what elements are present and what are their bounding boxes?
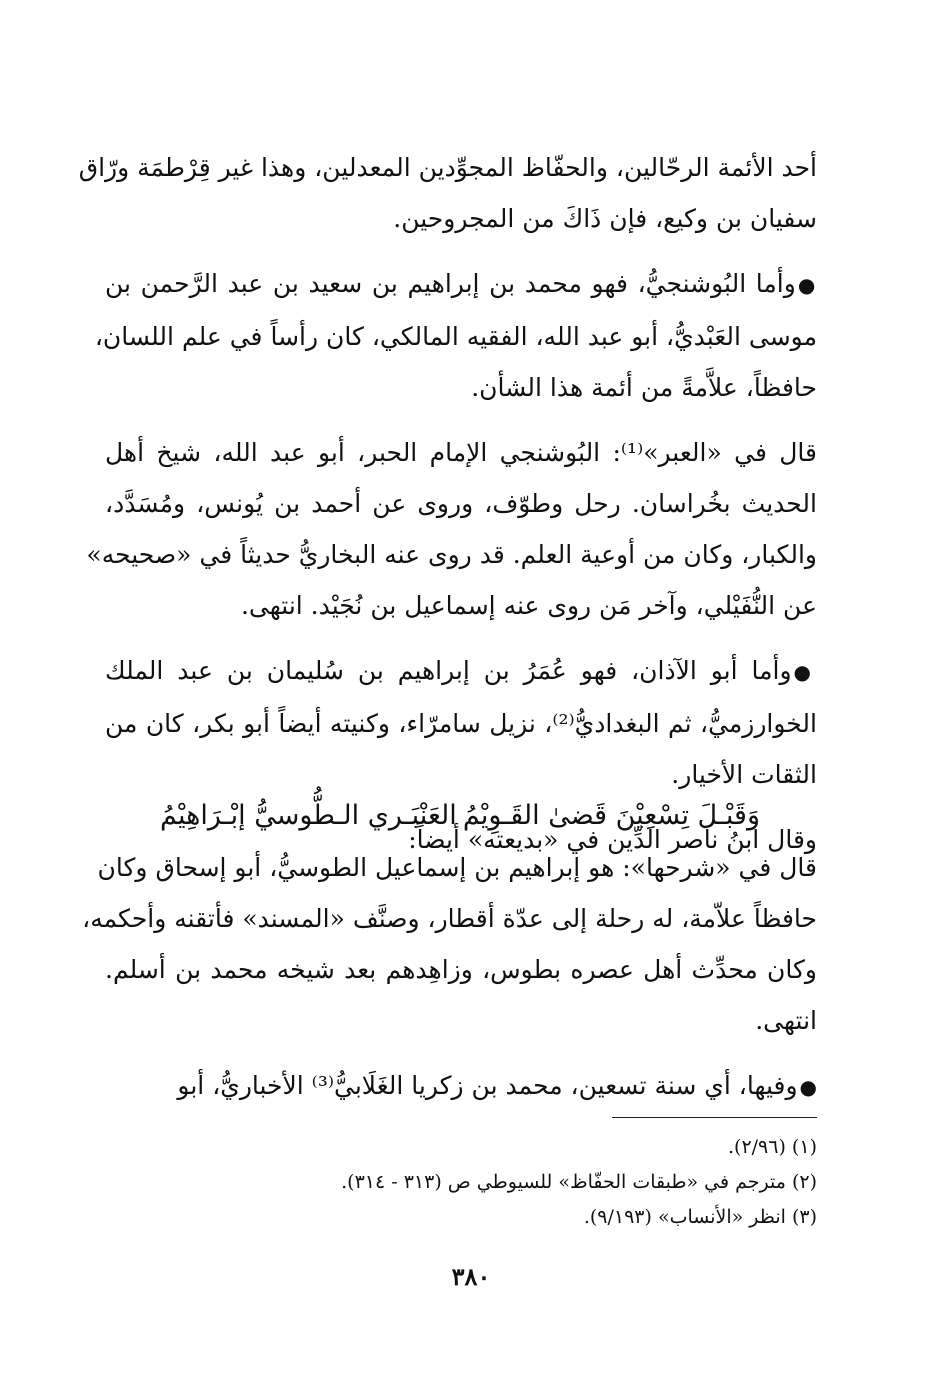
footnote-2: (٢) مترجم في «طبقات الحفّاظ» للسيوطي ص (٣١٣ - ٣١٤). xyxy=(341,1171,817,1193)
text-line xyxy=(105,580,817,631)
text-line xyxy=(105,362,817,413)
paragraph xyxy=(105,645,817,800)
verse-first-hemistich: وَقَبْـلَ تِسْعِيْنَ قَضىٰ القَـوِيْمُ xyxy=(462,800,760,831)
line-text: وفيها، أي سنة تسعين، محمد بن زكريا الغَلَابيُّ⁽³⁾ الأخباريُّ، أبو xyxy=(177,1071,798,1100)
main-text-top xyxy=(78,142,818,879)
line-text: حافظاً، علاَّمةً من أئمة هذا الشأن. xyxy=(471,373,817,402)
line-text: الثقات الأخيار. xyxy=(671,760,817,789)
text-line xyxy=(105,944,817,995)
line-text: وكان محدِّث أهل عصره بطوس، وزاهِدهم بعد شيخه محمد بن أسلم. xyxy=(105,955,817,984)
line-text: حافظاً علاّمة، له رحلة إلى عدّة أقطار، وصنَّف «المسند» فأتقنه وأحكمه، xyxy=(82,904,817,933)
paragraph xyxy=(94,258,818,413)
text-line xyxy=(105,258,817,311)
line-text: وقال ابنُ ناصر الدِّين في «بديعته» أيضاً: xyxy=(408,825,817,854)
text-line xyxy=(78,142,817,193)
page-number: ٣٨٠ xyxy=(451,1262,491,1291)
line-text: الخوارزميُّ، ثم البغداديُّ⁽²⁾، نزيل سامرّاء، وكنيته أيضاً أبو بكر، كان من xyxy=(105,709,817,738)
paragraph xyxy=(82,842,817,1046)
line-text: قال في «شرحها»: هو إبراهيم بن إسماعيل الطوسيُّ، أبو إسحاق وكان xyxy=(97,853,817,882)
line-text: سفيان بن وكيع، فإن ذَاكَ من المجروحين. xyxy=(393,204,817,233)
line-text: وأما أبو الآذان، فهو عُمَرُ بن إبراهيم بن سُليمان بن عبد الملك xyxy=(105,656,792,685)
line-text: انتهى. xyxy=(755,1006,817,1035)
line-text: عن النُّفَيْلي، وآخر مَن روى عنه إسماعيل بن نُجَيْد. انتهى. xyxy=(240,591,817,620)
text-line xyxy=(105,1060,817,1113)
text-line xyxy=(105,427,817,478)
line-text: قال في «العبر»⁽¹⁾: البُوشنجي الإمام الحبر، أبو عبد الله، شيخ أهل xyxy=(105,438,817,467)
verse-second-hemistich: العَنْبَـري الـطُّوسيُّ إبْـرَاهِيْمُ xyxy=(160,800,457,831)
bullet-icon: ● xyxy=(793,660,817,684)
paragraph xyxy=(86,427,817,631)
bullet-icon: ● xyxy=(797,273,818,297)
line-text: وأما البُوشنجيُّ، فهو محمد بن إبراهيم بن سعيد بن عبد الرَّحمن بن xyxy=(105,269,796,298)
main-text-bottom xyxy=(82,842,817,1127)
line-text: الحديث بخُراسان. رحل وطوّف، وروى عن أحمد بن يُونس، ومُسَدَّد، xyxy=(105,489,817,518)
text-line xyxy=(97,842,817,893)
text-line xyxy=(105,478,817,529)
text-line xyxy=(105,193,817,244)
text-line xyxy=(94,311,817,362)
line-text: موسى العَبْديُّ، أبو عبد الله، الفقيه المالكي، كان رأساً في علم اللسان، xyxy=(94,322,817,351)
poem-verse xyxy=(160,792,760,840)
text-line xyxy=(105,645,817,698)
text-line xyxy=(82,893,817,944)
paragraph xyxy=(105,1060,817,1113)
text-line xyxy=(86,529,817,580)
bullet-icon: ● xyxy=(799,1075,817,1099)
paragraph xyxy=(78,142,817,244)
text-line xyxy=(105,698,817,749)
line-text: أحد الأئمة الرحّالين، والحفّاظ المجوِّدين المعدلين، وهذا غير قِرْطمَة ورّاق xyxy=(78,153,817,182)
footnote-separator xyxy=(612,1117,817,1118)
footnotes xyxy=(300,1130,817,1235)
footnote-1: (١) (٢/٩٦). xyxy=(728,1136,817,1158)
text-line xyxy=(105,995,817,1046)
footnote-3: (٣) انظر «الأنساب» (٩/١٩٣). xyxy=(583,1206,817,1228)
line-text: والكبار، وكان من أوعية العلم. قد روى عنه البخاريُّ حديثاً في «صحيحه» xyxy=(86,540,817,569)
